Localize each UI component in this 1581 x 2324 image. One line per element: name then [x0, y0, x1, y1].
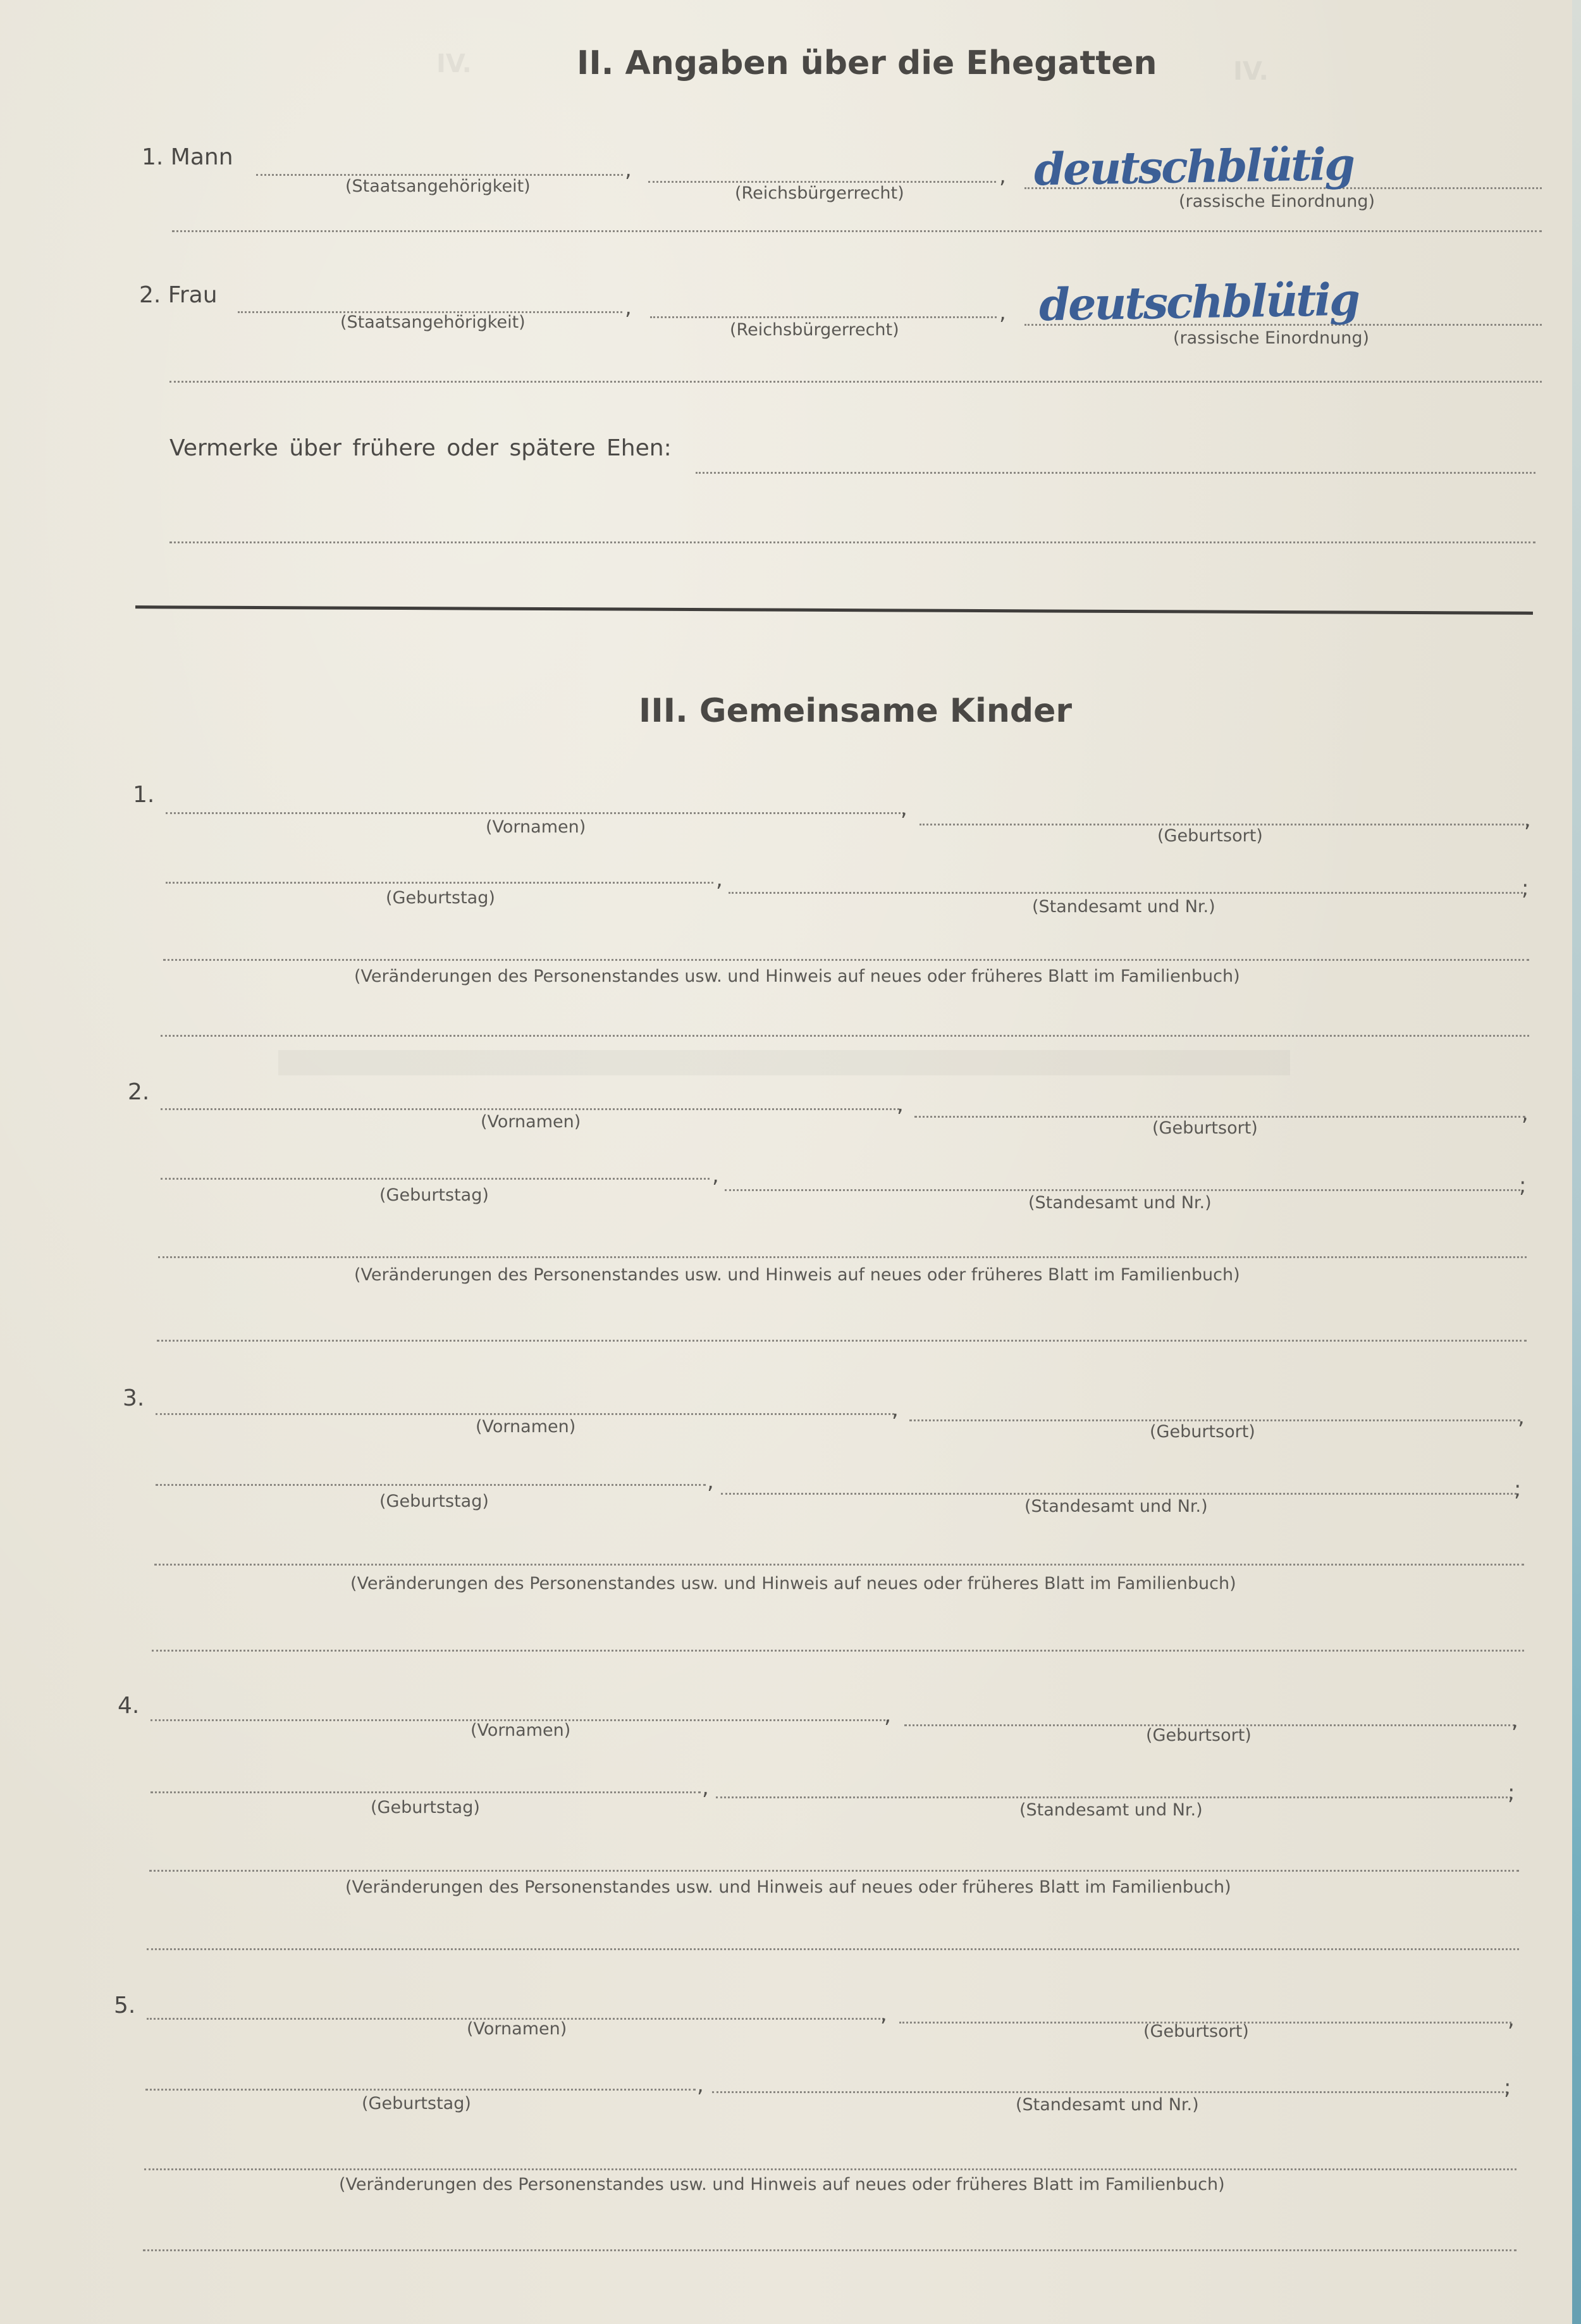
child-number: 4.: [118, 1693, 140, 1719]
child-standesamt-field[interactable]: [721, 1493, 1516, 1495]
child-geburtsort-field[interactable]: [914, 1116, 1525, 1118]
mann-caption-rasse: (rassische Einordnung): [1179, 192, 1375, 211]
caption-standesamt: (Standesamt und Nr.): [1016, 2095, 1199, 2115]
frau-caption-rasse: (rassische Einordnung): [1173, 328, 1369, 348]
caption-standesamt: (Standesamt und Nr.): [1019, 1800, 1203, 1820]
caption-vornamen: (Vornamen): [481, 1112, 581, 1132]
child-geburtstag-field[interactable]: [161, 1178, 710, 1180]
section-2-title: II. Angaben über die Ehegatten: [577, 44, 1157, 82]
caption-geburtsort: (Geburtsort): [1152, 1118, 1258, 1138]
caption-veraenderungen: (Veränderungen des Personenstandes usw. und Hinweis auf neues oder früheres Blatt im Familienbuch): [354, 1265, 1240, 1285]
frau-extra-line[interactable]: [169, 381, 1542, 383]
child-standesamt-field[interactable]: [716, 1796, 1511, 1798]
child-standesamt-field[interactable]: [725, 1189, 1520, 1191]
child-veraenderungen-field[interactable]: [149, 1870, 1519, 1872]
caption-geburtsort: (Geburtsort): [1146, 1726, 1252, 1745]
caption-vornamen: (Vornamen): [486, 817, 586, 837]
child-number: 1.: [133, 782, 155, 808]
frau-label: 2. Frau: [139, 282, 218, 308]
child-extra-line[interactable]: [147, 1948, 1519, 1950]
child-extra-line[interactable]: [161, 1035, 1529, 1037]
section-3-title: III. Gemeinsame Kinder: [639, 692, 1073, 730]
child-vornamen-field[interactable]: [166, 812, 904, 814]
child-standesamt-field[interactable]: [712, 2091, 1508, 2093]
caption-geburtsort: (Geburtsort): [1143, 2022, 1249, 2041]
child-number: 2.: [128, 1079, 150, 1105]
frau-reich-field[interactable]: [650, 316, 997, 318]
child-number: 5.: [114, 1993, 136, 2018]
mann-caption-staat: (Staatsangehörigkeit): [345, 176, 531, 196]
mann-label: 1. Mann: [142, 144, 233, 170]
form-page: IV. IV. II. Angaben über die Ehegatten 1. Mann , , deutschblütig (Staatsangehörigkeit) (Reichsbürgerrecht) (rassische Einordnung) 2. Frau , , deutschblütig (Staatsangehörigkeit) (Reichsbürgerrecht) (rassische Einordnung) Vermerke über frühere oder spätere Ehen: III. Gemeinsame Kinder 1. , , (Vornamen) (Geburtsort) , ; (Geburtstag) (Standesamt und Nr.) (Veränderungen des Personenstandes usw. und Hinweis auf neues oder früheres Blatt im Familienbuch) 2. , , (Vornamen) (Geburtsort) , ; (Geburtstag) (Standesamt und Nr.) (Veränderungen des Personenstandes usw. und Hinweis auf neues oder früheres Blatt im Familienbuch) 3. , , (Vornamen) (Geburtsort) , ; (Geburtstag) (Standesamt und Nr.) (Veränderungen des Personenstandes usw. und Hinweis auf neues oder früheres Blatt im Familienbuch) 4. , , (Vornamen) (Geburtsort) , ; (Geburtstag) (Standesamt und Nr.) (Veränderungen des Personenstandes usw. und Hinweis auf neues oder früheres Blatt im Familienbuch) 5. , , (Vornamen) (Geburtsort) , ; (Geburtstag) (Standesamt und Nr.) (Veränderungen des Personenstandes usw. und Hinweis auf neues oder früheres Blatt im Familienbuch): [0, 0, 1581, 2324]
child-geburtstag-field[interactable]: [151, 1791, 701, 1793]
caption-veraenderungen: (Veränderungen des Personenstandes usw. und Hinweis auf neues oder früheres Blatt im Familienbuch): [354, 967, 1240, 986]
bleed-through: IV. IV.: [0, 0, 1581, 2324]
child-veraenderungen-field[interactable]: [158, 1256, 1527, 1258]
mann-caption-reich: (Reichsbürgerrecht): [735, 183, 904, 203]
child-geburtstag-field[interactable]: [145, 2089, 696, 2091]
vermerke-field-1[interactable]: [696, 472, 1535, 474]
child-geburtsort-field[interactable]: [909, 1419, 1520, 1421]
child-veraenderungen-field[interactable]: [163, 959, 1529, 961]
caption-veraenderungen: (Veränderungen des Personenstandes usw. und Hinweis auf neues oder früheres Blatt im Familienbuch): [350, 1574, 1236, 1593]
mann-rasse-handwritten: deutschblütig: [1033, 137, 1354, 196]
caption-geburtstag: (Geburtstag): [362, 2094, 471, 2113]
mann-extra-line[interactable]: [172, 230, 1542, 232]
caption-standesamt: (Standesamt und Nr.): [1032, 897, 1215, 917]
child-vornamen-field[interactable]: [156, 1413, 894, 1415]
caption-geburtstag: (Geburtstag): [371, 1798, 480, 1817]
child-vornamen-field[interactable]: [161, 1108, 899, 1110]
caption-veraenderungen: (Veränderungen des Personenstandes usw. und Hinweis auf neues oder früheres Blatt im Familienbuch): [339, 2175, 1225, 2194]
caption-standesamt: (Standesamt und Nr.): [1028, 1193, 1212, 1213]
caption-standesamt: (Standesamt und Nr.): [1024, 1497, 1208, 1516]
caption-geburtsort: (Geburtsort): [1157, 826, 1263, 846]
page-edge: [1572, 0, 1581, 2324]
caption-geburtstag: (Geburtstag): [379, 1492, 489, 1511]
frau-rasse-handwritten: deutschblütig: [1038, 273, 1359, 331]
caption-vornamen: (Vornamen): [471, 1721, 571, 1740]
vermerke-label: Vermerke über frühere oder spätere Ehen:: [169, 435, 672, 461]
frau-caption-staat: (Staatsangehörigkeit): [340, 312, 526, 332]
caption-geburtstag: (Geburtstag): [386, 888, 495, 908]
caption-geburtstag: (Geburtstag): [379, 1185, 489, 1205]
child-geburtstag-field[interactable]: [156, 1484, 706, 1486]
child-extra-line[interactable]: [157, 1340, 1527, 1342]
mann-staat-field[interactable]: [256, 174, 623, 176]
child-veraenderungen-field[interactable]: [154, 1564, 1524, 1566]
child-number: 3.: [123, 1385, 145, 1411]
section-divider: [135, 605, 1533, 615]
child-standesamt-field[interactable]: [729, 892, 1523, 894]
caption-geburtsort: (Geburtsort): [1150, 1422, 1255, 1442]
caption-vornamen: (Vornamen): [467, 2019, 567, 2039]
caption-vornamen: (Vornamen): [476, 1417, 576, 1437]
child-geburtsort-field[interactable]: [920, 824, 1528, 825]
child-veraenderungen-field[interactable]: [144, 2168, 1516, 2170]
child-geburtstag-field[interactable]: [166, 882, 713, 884]
frau-caption-reich: (Reichsbürgerrecht): [730, 320, 899, 340]
child-extra-line[interactable]: [143, 2249, 1516, 2251]
child-extra-line[interactable]: [152, 1650, 1524, 1652]
vermerke-field-2[interactable]: [169, 541, 1535, 543]
caption-veraenderungen: (Veränderungen des Personenstandes usw. und Hinweis auf neues oder früheres Blatt im Familienbuch): [345, 1877, 1231, 1897]
mann-reich-field[interactable]: [648, 181, 996, 183]
